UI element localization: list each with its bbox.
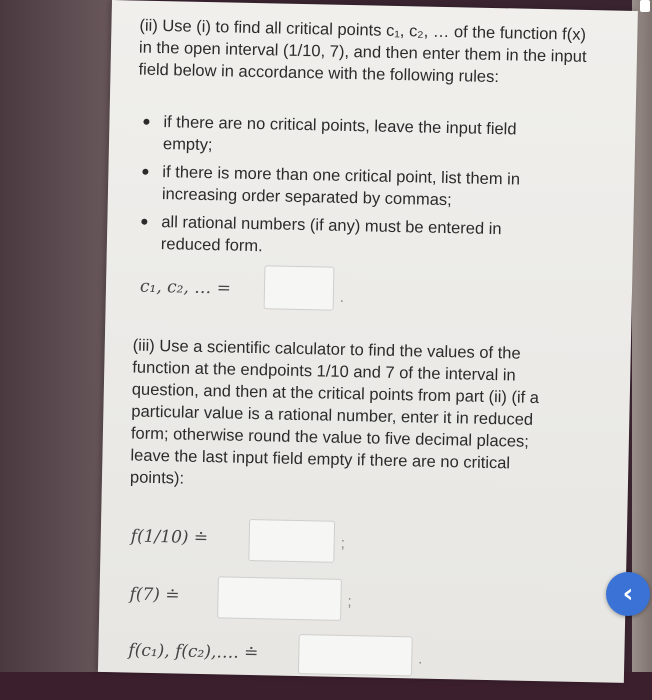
rule-item: if there is more than one critical point, list them in increasing order separated by commas;	[136, 161, 567, 214]
chevron-left-icon: ‹	[622, 579, 634, 609]
part2-instructions: (ii) Use (i) to find all critical points c₁, c₂, … of the function f(x) in the open interval (1/10, 7), and then enter them in the input field below in accordance with the following rules:	[138, 16, 587, 87]
critical-points-input[interactable]	[264, 265, 335, 310]
rule-item: all rational numbers (if any) must be entered in reduced form.	[135, 211, 566, 264]
f-second-endpoint-label: f(7) ≐	[129, 584, 180, 606]
critical-points-label: c₁, c₂, … =	[139, 276, 232, 299]
f-first-endpoint-row	[130, 517, 551, 570]
trailing-semicolon: ;	[347, 593, 352, 611]
critical-points-row	[139, 269, 345, 309]
corner-marker	[640, 0, 650, 12]
trailing-semicolon: ;	[340, 534, 346, 552]
f-second-endpoint-row	[129, 575, 550, 628]
rule-item: if there are no critical points, leave the input field empty;	[137, 111, 568, 164]
trailing-period: .	[339, 288, 345, 306]
rules-list	[135, 111, 568, 270]
f-first-endpoint-label: f(1/10) ≐	[130, 526, 209, 549]
f-critical-values-label: f(c₁), f(c₂),…. ≐	[128, 640, 259, 664]
trailing-period: .	[418, 650, 423, 668]
f-critical-values-input[interactable]	[298, 634, 413, 676]
f-second-endpoint-input[interactable]	[217, 576, 342, 621]
scroll-back-button[interactable]	[606, 572, 650, 616]
f-first-endpoint-input[interactable]	[248, 519, 335, 563]
part3-instructions: (iii) Use a scientific calculator to find the values of the function at the endpoints 1/10 and 7 of the interval in question, and then at the critical points from part (ii) (if a particular value is a rational number, enter it in reduced form; otherwise round the value to five decimal places; leave the last input field empty if there are no critical points):	[129, 336, 540, 488]
worksheet-page	[98, 0, 638, 683]
